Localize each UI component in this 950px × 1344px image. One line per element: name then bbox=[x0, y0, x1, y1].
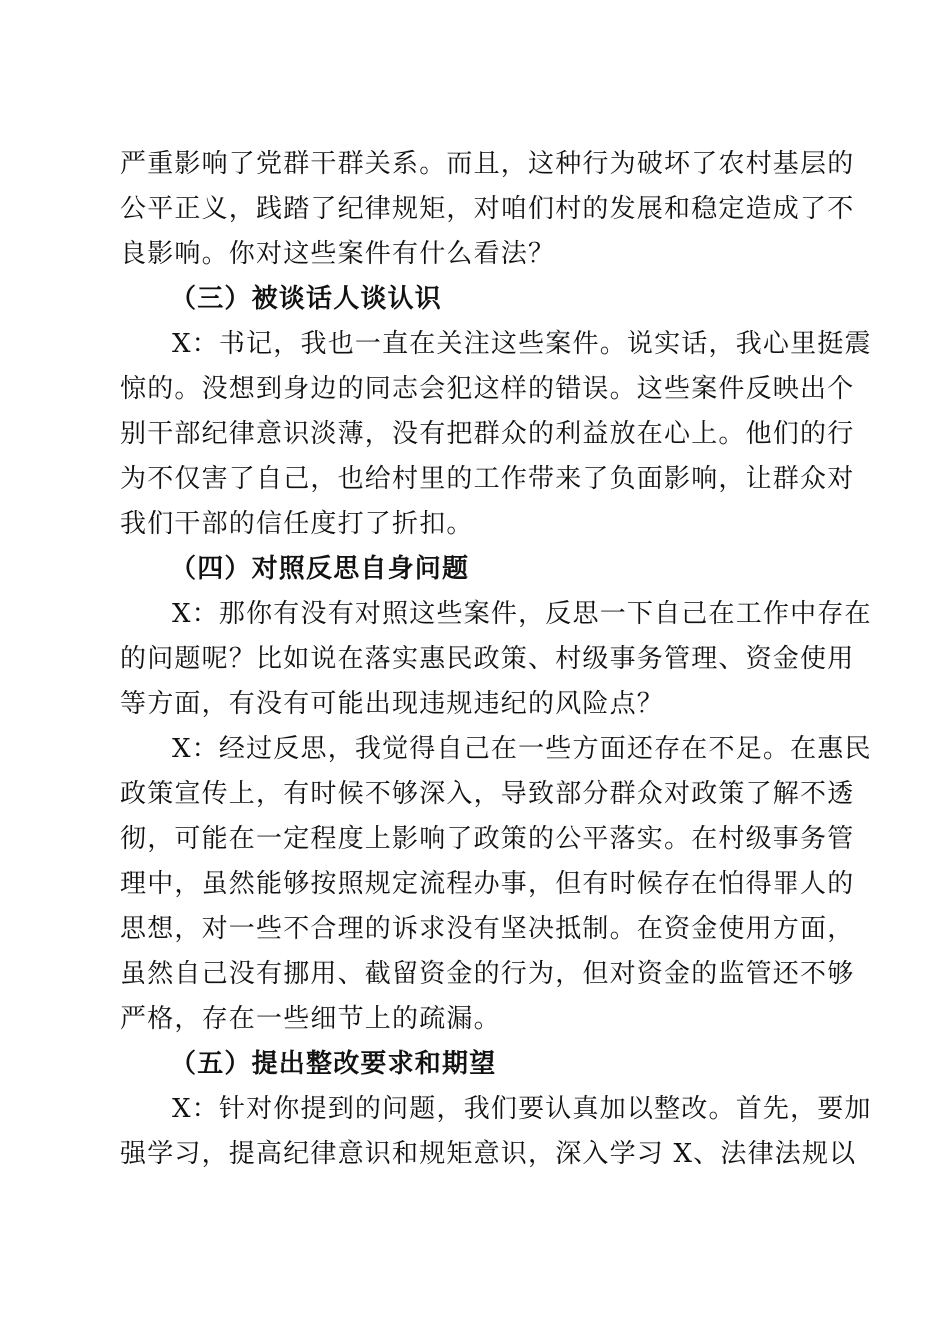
body-line: 别干部纪律意识淡薄，没有把群众的利益放在心上。他们的行 bbox=[120, 419, 855, 449]
body-line: 良影响。你对这些案件有什么看法？ bbox=[120, 239, 556, 269]
body-line: 虽然自己没有挪用、截留资金的行为，但对资金的监管还不够 bbox=[120, 959, 855, 989]
paragraph-first-line: X：针对你提到的问题，我们要认真加以整改。首先，要加 bbox=[172, 1094, 872, 1124]
body-line: 惊的。没想到身边的同志会犯这样的错误。这些案件反映出个 bbox=[120, 374, 855, 404]
paragraph-first-line: X：经过反思，我觉得自己在一些方面还存在不足。在惠民 bbox=[172, 734, 872, 764]
body-line: 彻，可能在一定程度上影响了政策的公平落实。在村级事务管 bbox=[120, 824, 855, 854]
body-line: 严格，存在一些细节上的疏漏。 bbox=[120, 1004, 501, 1034]
body-line: 的问题呢？比如说在落实惠民政策、村级事务管理、资金使用 bbox=[120, 644, 855, 674]
body-line: 强学习，提高纪律意识和规矩意识，深入学习 X、法律法规以 bbox=[120, 1139, 857, 1169]
body-line: 等方面，有没有可能出现违规违纪的风险点？ bbox=[120, 689, 665, 719]
section-heading: （三）被谈话人谈认识 bbox=[170, 284, 443, 314]
body-line: 严重影响了党群干群关系。而且，这种行为破坏了农村基层的 bbox=[120, 149, 855, 179]
body-line: 为不仅害了自己，也给村里的工作带来了负面影响，让群众对 bbox=[120, 464, 855, 494]
body-line: 理中，虽然能够按照规定流程办事，但有时候存在怕得罪人的 bbox=[120, 869, 855, 899]
body-line: 思想，对一些不合理的诉求没有坚决抵制。在资金使用方面， bbox=[120, 914, 855, 944]
section-heading: （四）对照反思自身问题 bbox=[170, 554, 470, 584]
paragraph-first-line: X：那你有没有对照这些案件，反思一下自己在工作中存在 bbox=[172, 599, 872, 629]
paragraph-first-line: X：书记，我也一直在关注这些案件。说实话，我心里挺震 bbox=[172, 329, 872, 359]
body-line: 公平正义，践踏了纪律规矩，对咱们村的发展和稳定造成了不 bbox=[120, 194, 855, 224]
section-heading: （五）提出整改要求和期望 bbox=[170, 1049, 497, 1079]
body-line: 我们干部的信任度打了折扣。 bbox=[120, 509, 474, 539]
body-line: 政策宣传上，有时候不够深入，导致部分群众对政策了解不透 bbox=[120, 779, 855, 809]
